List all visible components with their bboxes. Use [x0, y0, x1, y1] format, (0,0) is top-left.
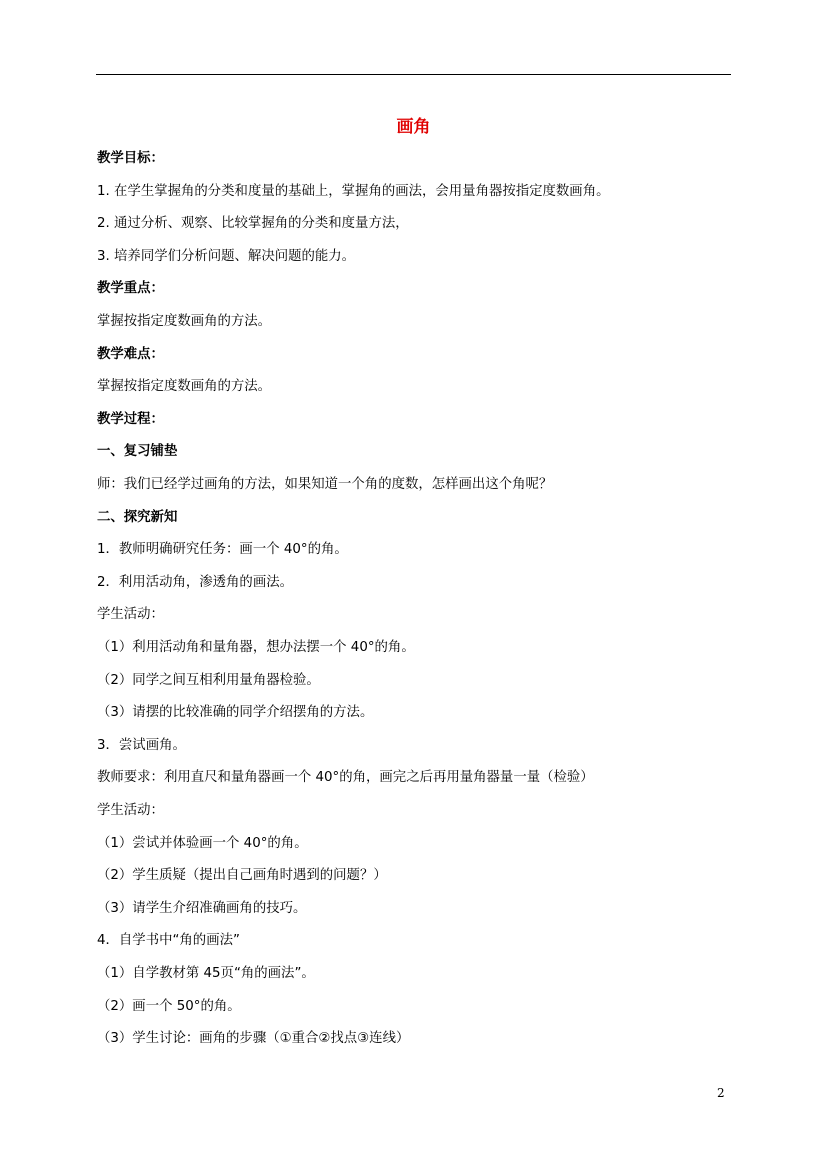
paragraph-line: 1. 在学生掌握角的分类和度量的基础上，掌握角的画法，会用量角器按指定度数画角。	[97, 183, 610, 199]
paragraph-line: 2．利用活动角，渗透角的画法。	[97, 574, 293, 590]
paragraph-line: （3）学生讨论：画角的步骤（①重合②找点③连线）	[97, 1031, 410, 1047]
paragraph-line: 掌握按指定度数画角的方法。	[97, 379, 272, 395]
section-heading: 二、探究新知	[97, 509, 178, 525]
section-heading: 教学过程：	[97, 411, 164, 427]
document-title: 画角	[396, 117, 431, 137]
header-rule	[96, 74, 731, 75]
paragraph-line: （1）自学教材第 45页“角的画法”。	[97, 966, 315, 981]
paragraph-line: 3. 培养同学们分析问题、解决问题的能力。	[97, 248, 356, 264]
page-number: 2	[717, 1086, 725, 1100]
paragraph-line: 学生活动：	[97, 607, 164, 623]
paragraph-line: （3）请学生介绍准确画角的技巧。	[97, 900, 307, 916]
section-heading: 教学目标：	[97, 151, 164, 166]
paragraph-line: （2）学生质疑（提出自己画角时遇到的问题？）	[97, 868, 387, 884]
paragraph-line: （1）尝试并体验画一个 40°的角。	[97, 835, 308, 851]
paragraph-line: 掌握按指定度数画角的方法。	[97, 314, 272, 329]
paragraph-line: （1）利用活动角和量角器，想办法摆一个 40°的角。	[97, 640, 415, 655]
paragraph-line: 1．教师明确研究任务：画一个 40°的角。	[97, 542, 348, 558]
paragraph-line: 师：我们已经学过画角的方法，如果知道一个角的度数，怎样画出这个角呢？	[97, 477, 553, 492]
paragraph-line: （2）画一个 50°的角。	[97, 998, 241, 1014]
paragraph-line: 2. 通过分析、观察、比较掌握角的分类和度量方法，	[97, 216, 409, 232]
section-heading: 教学难点：	[97, 346, 164, 362]
paragraph-line: 学生活动：	[97, 803, 164, 818]
paragraph-line: 4．自学书中“角的画法”	[97, 933, 240, 949]
section-heading: 教学重点：	[97, 281, 164, 297]
paragraph-line: （3）请摆的比较准确的同学介绍摆角的方法。	[97, 705, 374, 721]
paragraph-line: 教师要求：利用直尺和量角器画一个 40°的角，画完之后再用量角器量一量（检验）	[97, 770, 594, 786]
paragraph-line: 3．尝试画角。	[97, 737, 186, 753]
paragraph-line: （2）同学之间互相利用量角器检验。	[97, 672, 320, 688]
section-heading: 一、复习铺垫	[97, 444, 178, 460]
